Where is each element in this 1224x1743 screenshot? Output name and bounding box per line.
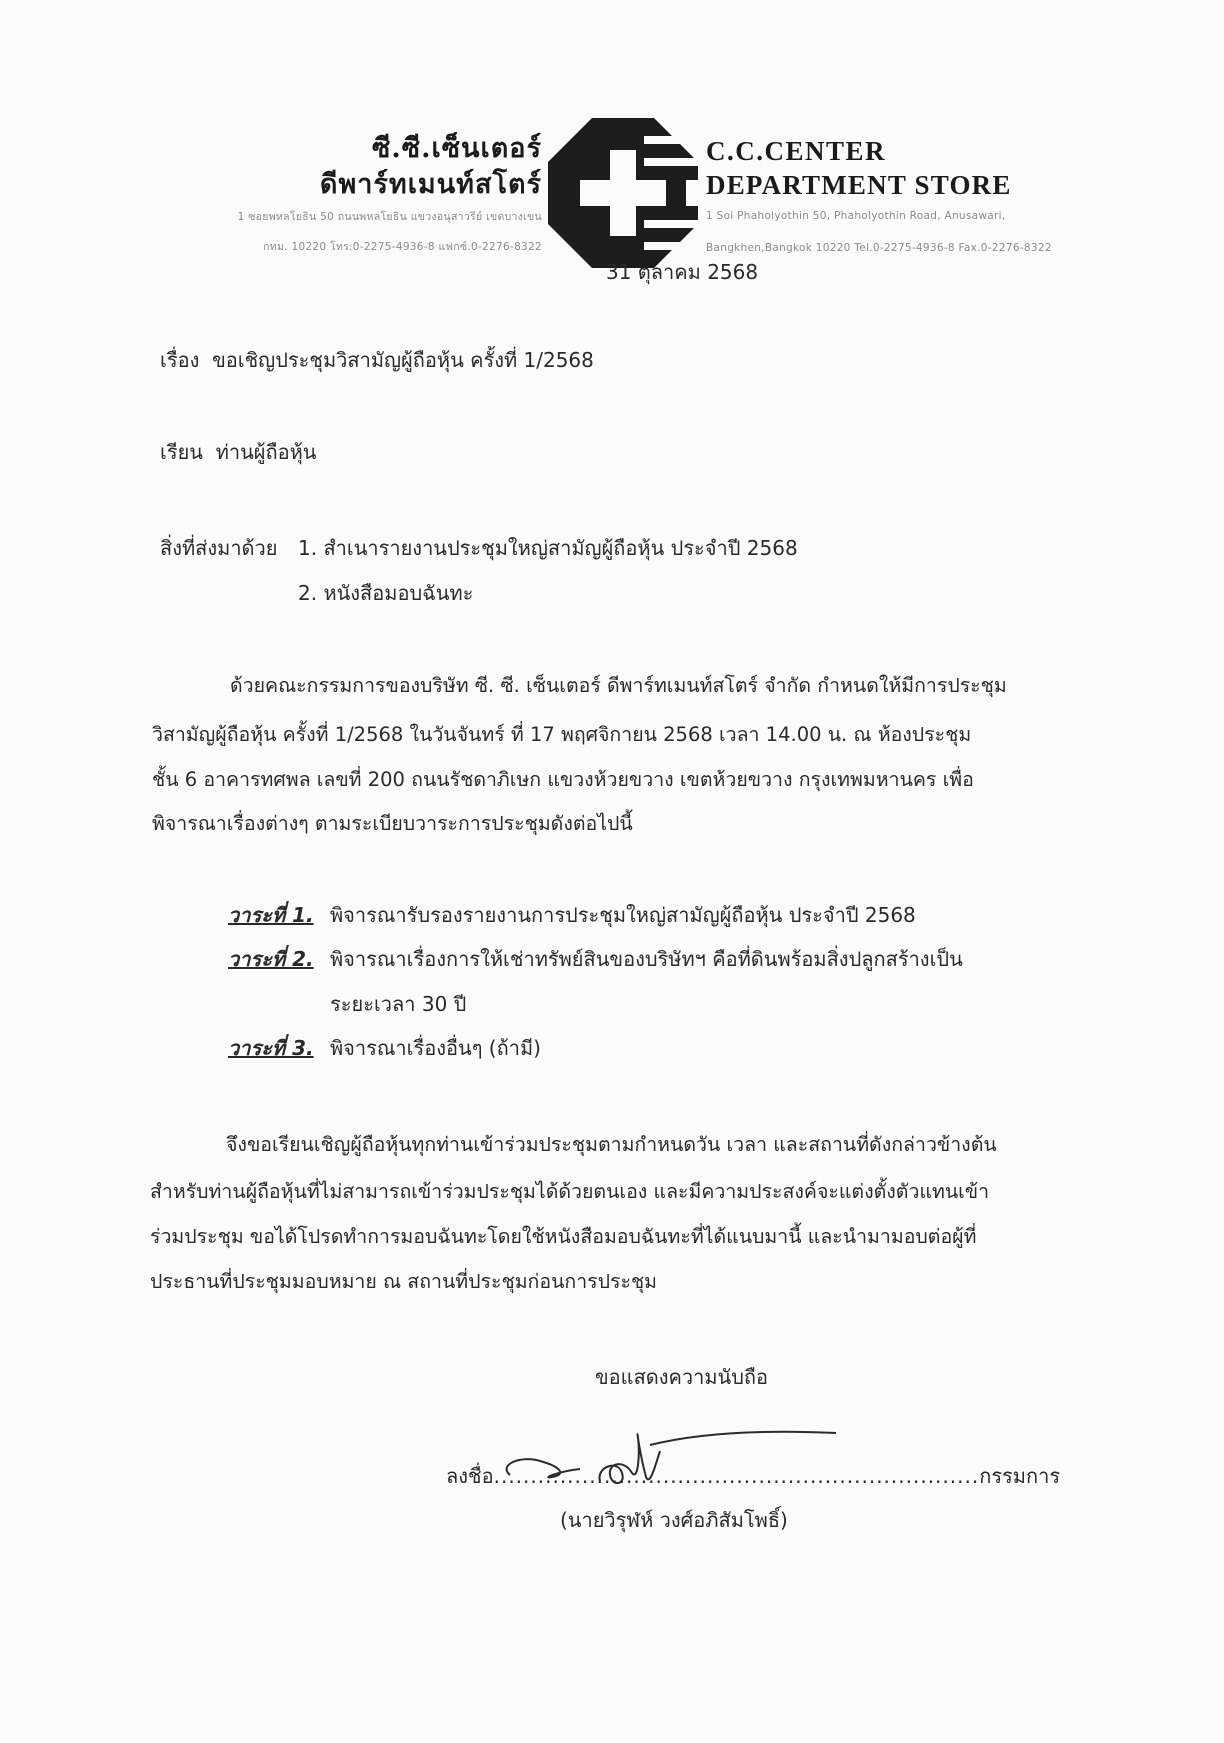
- enclosure-item-2: 2. หนังสือมอบฉันทะ: [298, 581, 474, 605]
- company-address-thai-line1: 1 ซอยพหลโยธิน 50 ถนนพหลโยธิน แขวงอนุสาวรีย์ เขตบางเขน: [237, 211, 542, 223]
- recipient-text: ท่านผู้ถือหุ้น: [215, 440, 317, 464]
- company-name-english-line2: DEPARTMENT STORE: [706, 170, 1012, 200]
- closing-text: ขอแสดงความนับถือ: [595, 1365, 769, 1389]
- body-paragraph-1-line-1: ด้วยคณะกรรมการของบริษัท ซี. ซี. เซ็นเตอร์ ดีพาร์ทเมนท์สโตร์ จำกัด กำหนดให้มีการประชุม: [230, 674, 1007, 697]
- body-paragraph-1-line-4: พิจารณาเรื่องต่างๆ ตามระเบียบวาระการประชุมดังต่อไปนี้: [152, 812, 633, 835]
- handwritten-signature-icon: [500, 1415, 850, 1505]
- subject-text: ขอเชิญประชุมวิสามัญผู้ถือหุ้น ครั้งที่ 1/2568: [212, 348, 594, 372]
- agenda-3-text: พิจารณาเรื่องอื่นๆ (ถ้ามี): [330, 1036, 541, 1060]
- letter-date: 31 ตุลาคม 2568: [606, 260, 759, 284]
- agenda-1-label: วาระที่ 1.: [228, 903, 314, 927]
- body-paragraph-2-line-3: ร่วมประชุม ขอได้โปรดทำการมอบฉันทะโดยใช้หนังสือมอบฉันทะที่ได้แนบมานี้ และนำมามอบต่อผู้ที่: [150, 1225, 977, 1248]
- recipient-label: เรียน: [160, 440, 203, 464]
- company-name-thai-line2: ดีพาร์ทเมนท์สโตร์: [319, 169, 542, 200]
- signer-position: กรรมการ: [979, 1464, 1061, 1488]
- sign-label: ลงชื่อ: [446, 1464, 494, 1488]
- signature-dots: ..................................................................: [493, 1464, 980, 1488]
- body-paragraph-2-line-4: ประธานที่ประชุมมอบหมาย ณ สถานที่ประชุมก่อนการประชุม: [150, 1270, 658, 1293]
- agenda-1-text: พิจารณารับรองรายงานการประชุมใหญ่สามัญผู้ถือหุ้น ประจำปี 2568: [330, 903, 916, 927]
- signature-line: [446, 1464, 1060, 1488]
- body-paragraph-1-line-2: วิสามัญผู้ถือหุ้น ครั้งที่ 1/2568 ในวันจันทร์ ที่ 17 พฤศจิกายน 2568 เวลา 14.00 น. ณ ห้องประชุม: [152, 723, 972, 746]
- company-name-thai-line1: ซี.ซี.เซ็นเตอร์: [372, 133, 542, 164]
- signer-name: (นายวิรุฬห์ วงศ์อภิสัมโพธิ์): [560, 1508, 788, 1532]
- body-paragraph-2-line-2: สำหรับท่านผู้ถือหุ้นที่ไม่สามารถเข้าร่วมประชุมได้ด้วยตนเอง และมีความประสงค์จะแต่งตั้งตัวแทนเข้า: [150, 1180, 990, 1203]
- agenda-2-text-line-2: ระยะเวลา 30 ปี: [330, 992, 467, 1016]
- enclosures-label: สิ่งที่ส่งมาด้วย: [160, 536, 278, 560]
- company-address-english-line2: Bangkhen,Bangkok 10220 Tel.0-2275-4936-8 Fax.0-2276-8322: [706, 242, 1052, 254]
- agenda-3-label: วาระที่ 3.: [228, 1036, 314, 1060]
- agenda-2-text-line-1: พิจารณาเรื่องการให้เช่าทรัพย์สินของบริษัทฯ คือที่ดินพร้อมสิ่งปลูกสร้างเป็น: [330, 947, 963, 971]
- subject-label: เรื่อง: [160, 348, 200, 372]
- company-address-english-line1: 1 Soi Phaholyothin 50, Phaholyothin Road, Anusawari,: [706, 210, 1006, 222]
- company-address-thai-line2: กทม. 10220 โทร.0-2275-4936-8 แฟกซ์.0-2276-8322: [263, 241, 542, 253]
- agenda-2-label: วาระที่ 2.: [228, 947, 314, 971]
- enclosure-item-1: 1. สำเนารายงานประชุมใหญ่สามัญผู้ถือหุ้น ประจำปี 2568: [298, 536, 798, 560]
- body-paragraph-1-line-3: ชั้น 6 อาคารทศพล เลขที่ 200 ถนนรัชดาภิเษก แขวงห้วยขวาง เขตห้วยขวาง กรุงเทพมหานคร เพื่อ: [152, 768, 974, 791]
- company-name-english-line1: C.C.CENTER: [706, 136, 887, 166]
- body-paragraph-2-line-1: จึงขอเรียนเชิญผู้ถือหุ้นทุกท่านเข้าร่วมประชุมตามกำหนดวัน เวลา และสถานที่ดังกล่าวข้างต้น: [226, 1133, 997, 1156]
- cross-in-octagon-logo-icon: [548, 118, 698, 268]
- subject-line: [160, 348, 594, 372]
- recipient-line: [160, 440, 316, 464]
